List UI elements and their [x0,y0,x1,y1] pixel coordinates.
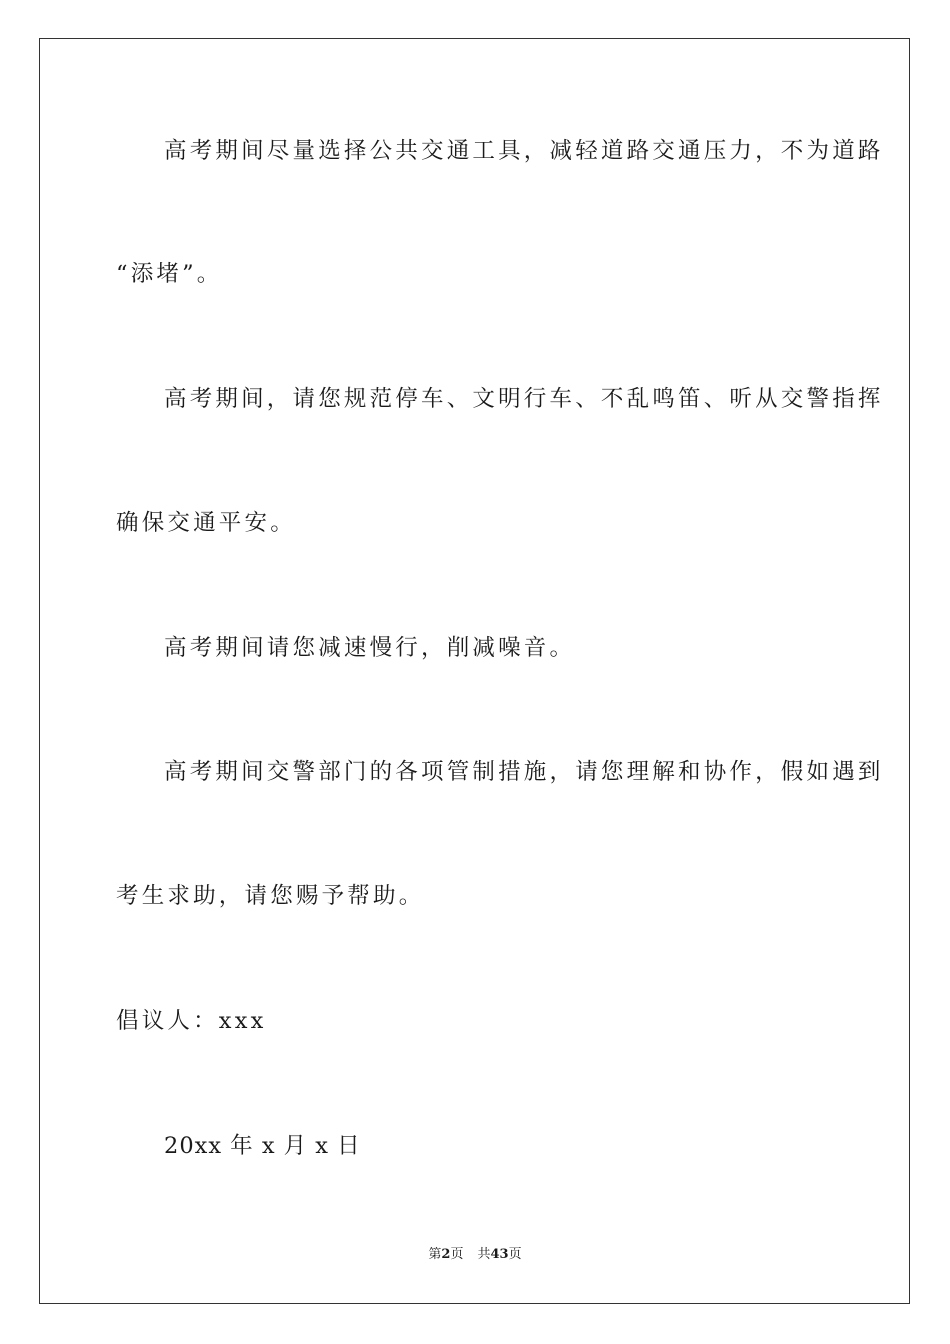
paragraph-4-line-2: 考生求助，请您赐予帮助。 [116,883,425,909]
paragraph-1-line-2: “添堵”。 [116,261,223,287]
footer-total-suffix: 页 [508,1247,522,1262]
footer-page-number: 2 [441,1247,451,1262]
paragraph-2-line-1: 高考期间，请您规范停车、文明行车、不乱鸣笛、听从交警指挥 [164,386,884,412]
document-date: 20xx 年 x 月 x 日 [164,1133,361,1159]
footer-total-prefix: 共 [477,1247,491,1262]
footer-page-prefix: 第 [428,1247,442,1262]
footer-page-suffix: 页 [450,1247,464,1262]
page-footer [0,1246,950,1264]
paragraph-2-line-2: 确保交通平安。 [116,510,296,536]
initiator-signature: 倡议人：xxx [116,1008,267,1034]
page-border [39,38,910,1304]
paragraph-3-line-1: 高考期间请您减速慢行，削减噪音。 [164,635,576,661]
paragraph-4-line-1: 高考期间交警部门的各项管制措施，请您理解和协作，假如遇到 [164,759,884,785]
footer-total-pages: 43 [490,1247,509,1262]
paragraph-1-line-1: 高考期间尽量选择公共交通工具，减轻道路交通压力，不为道路 [164,138,884,164]
